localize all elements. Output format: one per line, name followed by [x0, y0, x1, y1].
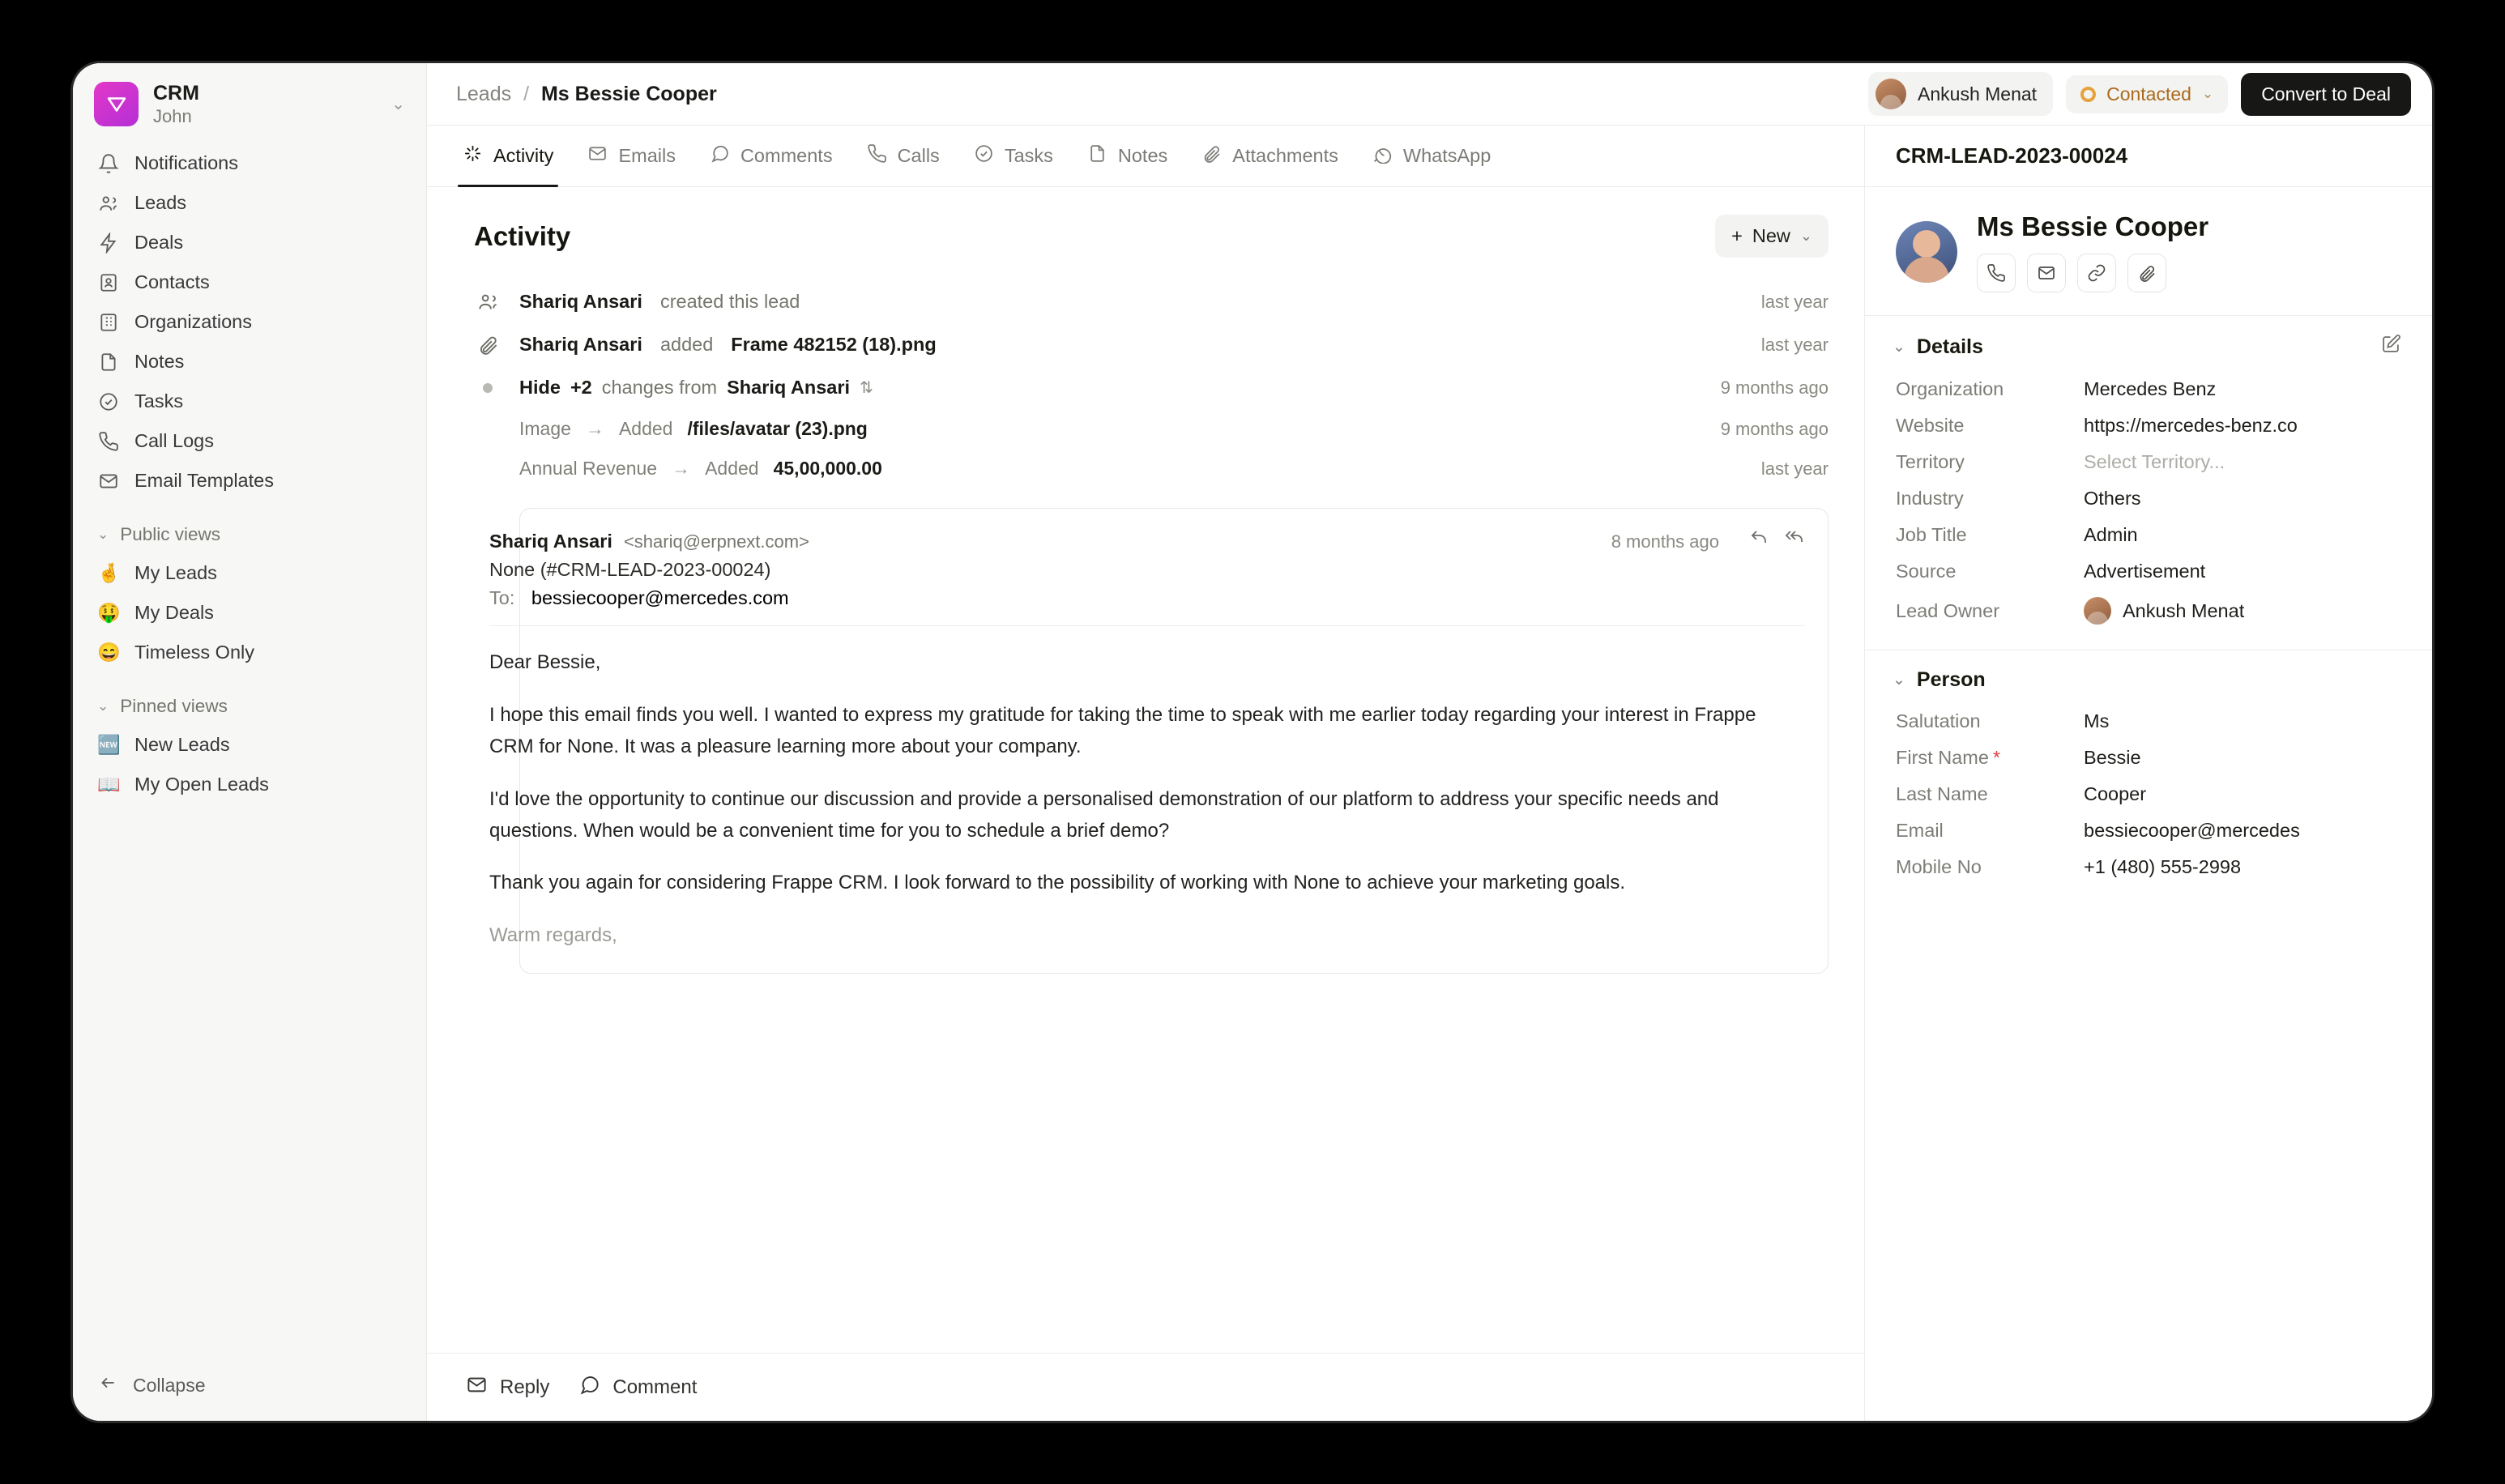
sidebar-item-contacts[interactable] [86, 262, 413, 302]
email-paragraph: I hope this email finds you well. I wanted to express my gratitude for taking the time to speak with me earlier today regarding your interest in Frappe CRM for None. It was a pleasure learning more about your company. [489, 703, 1756, 757]
change-field: Annual Revenue [519, 458, 658, 479]
call-icon [867, 143, 887, 168]
field-value: Ankush Menat [2123, 599, 2245, 621]
activity-action: added [659, 334, 714, 355]
sidebar-item-organizations[interactable] [86, 302, 413, 342]
timeline-dot-icon [483, 383, 493, 393]
leads-icon [97, 192, 119, 214]
sidebar-item-my-deals[interactable] [86, 593, 413, 633]
chevron-down-icon[interactable]: ⌄ [391, 96, 405, 114]
person-name: Ms Bessie Cooper [1977, 211, 2209, 241]
plus-icon: + [1731, 225, 1743, 246]
chevron-down-icon: ⌄ [97, 698, 109, 714]
detail-row-website[interactable] [1865, 407, 2432, 444]
field-label: Lead Owner [1896, 599, 2000, 621]
field-value: Cooper [2084, 783, 2147, 804]
details-title: Details [1916, 335, 1983, 358]
collapse-icon [97, 1372, 118, 1398]
tab-activity[interactable] [448, 126, 568, 186]
sidebar-nav [73, 142, 426, 804]
detail-row-source[interactable] [1865, 553, 2432, 590]
attachment-icon [1201, 143, 1222, 168]
contacts-icon [97, 271, 119, 293]
link-icon[interactable] [2077, 254, 2116, 292]
field-value: https://mercedes-benz.co [2084, 415, 2298, 436]
activity-feed [427, 280, 1864, 974]
sidebar-item-notes[interactable] [86, 342, 413, 382]
field-value: Bessie [2084, 747, 2141, 768]
field-value: Select Territory... [2084, 451, 2225, 472]
sidebar-item-label: My Deals [134, 602, 214, 624]
field-label: Territory [1896, 451, 1965, 472]
sidebar-item-label: Deals [134, 232, 184, 254]
arrow-right-icon: → [672, 458, 691, 479]
field-label: Mobile No [1896, 856, 1982, 877]
organizations-icon [97, 311, 119, 333]
sidebar-item-label: Tasks [134, 390, 184, 412]
comment-label: Comment [612, 1375, 698, 1398]
paperclip-icon [474, 334, 501, 356]
sidebar-item-timeless-only[interactable] [86, 633, 413, 672]
top-bar [427, 63, 2432, 126]
person-row-first-name[interactable] [1865, 740, 2432, 776]
chevron-down-icon: ⌄ [1893, 338, 1905, 356]
tab-label: WhatsApp [1402, 145, 1491, 166]
tab-label: Notes [1117, 145, 1168, 166]
changes-actor: Shariq Ansari [727, 377, 851, 398]
field-value: Admin [2084, 524, 2138, 545]
sidebar-item-label: Notifications [134, 152, 238, 174]
required-marker: * [1992, 747, 2001, 768]
tab-emails[interactable] [573, 126, 690, 186]
sidebar-item-label: New Leads [134, 734, 230, 756]
sidebar-item-email-templates[interactable] [86, 461, 413, 501]
activity-item [474, 280, 1829, 323]
detail-row-industry[interactable] [1865, 480, 2432, 517]
sidebar [73, 63, 427, 1421]
mail-icon [97, 470, 119, 492]
tab-attachments[interactable] [1187, 126, 1353, 186]
assignee-chip[interactable] [1868, 72, 2053, 116]
tab-notes[interactable] [1073, 126, 1182, 186]
email-to-label: To: [489, 587, 515, 608]
field-label: First Name * [1896, 747, 2001, 768]
sidebar-item-label: Timeless Only [134, 642, 254, 663]
reply-icon[interactable] [1748, 528, 1769, 552]
sidebar-group-label: Public views [120, 524, 221, 545]
attachment-icon[interactable] [2127, 254, 2166, 292]
chevron-down-icon: ⌄ [1893, 672, 1905, 689]
deals-icon [97, 232, 119, 254]
detail-row-territory[interactable] [1865, 444, 2432, 480]
sidebar-group-pinned-views[interactable] [86, 685, 413, 725]
email-recipient-row [489, 587, 1805, 626]
person-row-last-name[interactable] [1865, 776, 2432, 812]
changes-count: +2 [570, 377, 592, 398]
change-action: Added [618, 418, 673, 439]
tab-bar [427, 126, 1864, 187]
user-plus-icon [474, 291, 501, 313]
status-badge[interactable] [2066, 75, 2228, 113]
phone-icon [97, 430, 119, 452]
field-label: Organization [1896, 378, 2004, 399]
tab-label: Tasks [1004, 145, 1053, 166]
chevron-updown-icon: ⇅ [860, 379, 873, 397]
chevron-down-icon: ⌄ [1799, 228, 1812, 244]
field-label: Email [1896, 820, 1944, 841]
breadcrumb-current: Ms Bessie Cooper [540, 82, 717, 105]
main-region [427, 63, 2432, 1421]
activity-icon [463, 143, 483, 168]
workspace-user: John [153, 105, 192, 126]
email-paragraph: I'd love the opportunity to continue our discussion and provide a personalised demonstration of our platform to address your specific needs and questions. When would be a convenient time for you to schedule a brief demo? [489, 787, 1719, 842]
whatsapp-icon [1372, 143, 1393, 168]
activity-item [474, 323, 1829, 366]
email-sender-address: <shariq@erpnext.com> [623, 531, 809, 552]
change-row [474, 449, 1829, 488]
phone-icon[interactable] [1977, 254, 2016, 292]
detail-row-organization[interactable] [1865, 371, 2432, 407]
email-icon [587, 143, 608, 168]
collapse-label: Collapse [133, 1374, 206, 1396]
detail-row-job-title[interactable] [1865, 517, 2432, 553]
comment-icon [710, 143, 730, 168]
field-value: Others [2084, 488, 2141, 509]
tasks-icon [97, 390, 119, 412]
avatar [2084, 597, 2111, 625]
sidebar-item-leads[interactable] [86, 183, 413, 223]
sidebar-item-call-logs[interactable] [86, 421, 413, 461]
email-to-value: bessiecooper@mercedes.com [531, 587, 789, 608]
app-window [73, 63, 2432, 1421]
details-section-header[interactable] [1865, 316, 2432, 371]
breadcrumb-root[interactable]: Leads [456, 82, 512, 105]
activity-time: 9 months ago [1720, 418, 1829, 439]
email-paragraph: Thank you again for considering Frappe CRM. I look forward to the possibility of working with None to achieve your marketing goals. [489, 872, 1626, 894]
field-value: Advertisement [2084, 561, 2206, 582]
email-paragraph: Dear Bessie, [489, 651, 601, 673]
change-row [474, 409, 1829, 449]
sidebar-item-label: My Leads [134, 562, 217, 584]
tab-calls[interactable] [852, 126, 954, 186]
task-icon [974, 143, 994, 168]
breadcrumb [456, 83, 717, 106]
sidebar-item-label: Email Templates [134, 470, 274, 492]
record-id: CRM-LEAD-2023-00024 [1865, 126, 2432, 187]
status-dot-icon [2080, 87, 2096, 102]
sidebar-item-label: Leads [134, 192, 187, 214]
tab-label: Emails [618, 145, 676, 166]
field-value: Mercedes Benz [2084, 378, 2217, 399]
avatar[interactable] [1896, 221, 1957, 283]
arrow-right-icon: → [585, 418, 604, 439]
change-value: /files/avatar (23).png [687, 418, 868, 439]
activity-actor: Shariq Ansari [519, 291, 642, 312]
tab-label: Activity [493, 145, 554, 166]
comment-bubble-icon [578, 1374, 600, 1401]
notes-icon [97, 351, 119, 373]
chevron-down-icon: ⌄ [2201, 86, 2214, 101]
reply-label: Reply [500, 1375, 550, 1398]
reply-envelope-icon [466, 1374, 488, 1401]
person-title: Person [1916, 668, 1986, 691]
activity-object[interactable]: Frame 482152 (18).png [731, 334, 937, 355]
email-icon[interactable] [2027, 254, 2066, 292]
reply-all-icon[interactable] [1784, 528, 1805, 552]
email-body [489, 626, 1805, 952]
sidebar-item-label: Call Logs [134, 430, 214, 452]
email-activity-card [489, 508, 1829, 974]
person-row-mobile-no[interactable] [1865, 849, 2432, 885]
person-row-email[interactable] [1865, 812, 2432, 849]
status-label: Contacted [2106, 83, 2191, 104]
new-button-label: New [1752, 225, 1790, 246]
activity-time: last year [1760, 458, 1829, 479]
assignee-name: Ankush Menat [1918, 83, 2038, 104]
sidebar-item-notifications[interactable] [86, 143, 413, 183]
tab-whatsapp[interactable] [1358, 126, 1505, 186]
field-label: Industry [1896, 488, 1964, 509]
new-emoji-icon: 🆕 [97, 734, 121, 756]
tab-comments[interactable] [695, 126, 847, 186]
field-label: Source [1896, 561, 1957, 582]
composer-bar [427, 1353, 1864, 1421]
sidebar-item-label: My Open Leads [134, 774, 269, 795]
person-section-header[interactable] [1865, 650, 2432, 703]
tab-tasks[interactable] [959, 126, 1068, 186]
person-row-salutation[interactable] [1865, 703, 2432, 740]
changes-mid-label: changes from [601, 377, 718, 398]
page-title: Activity [474, 220, 571, 251]
hide-changes-label: Hide [519, 377, 561, 398]
field-label: Website [1896, 415, 1965, 436]
activity-time: last year [1760, 291, 1829, 312]
hand-emoji-icon: 🤞 [97, 562, 121, 584]
workspace-title: CRM [153, 82, 199, 104]
money-emoji-icon: 🤑 [97, 602, 121, 624]
collapse-button[interactable] [73, 1356, 426, 1421]
email-time: 8 months ago [1611, 531, 1719, 552]
activity-panel [427, 126, 1865, 1421]
sidebar-item-deals[interactable] [86, 223, 413, 262]
workspace-switcher[interactable] [73, 63, 426, 142]
crm-logo-icon [94, 82, 139, 126]
field-label: Job Title [1896, 524, 1967, 545]
tab-label: Calls [897, 145, 940, 166]
activity-action: created this lead [659, 291, 800, 312]
new-activity-button[interactable] [1715, 215, 1829, 258]
sidebar-item-my-leads[interactable] [86, 553, 413, 593]
details-panel [1865, 126, 2432, 1421]
field-value: bessiecooper@mercedes [2084, 820, 2300, 841]
detail-row-lead-owner[interactable] [1865, 590, 2432, 632]
breadcrumb-separator: / [523, 82, 530, 105]
smile-emoji-icon: 😄 [97, 642, 121, 663]
activity-time: 9 months ago [1720, 377, 1829, 398]
change-field: Image [519, 418, 571, 439]
activity-actor: Shariq Ansari [519, 334, 642, 355]
tab-label: Comments [740, 145, 833, 166]
field-value: Ms [2084, 710, 2110, 731]
avatar [1876, 79, 1906, 109]
bell-icon [97, 152, 119, 174]
activity-time: last year [1760, 334, 1829, 355]
sidebar-item-new-leads[interactable] [86, 725, 413, 765]
field-label: Salutation [1896, 710, 1981, 731]
comment-button[interactable] [578, 1374, 697, 1401]
change-action: Added [705, 458, 759, 479]
sidebar-item-label: Notes [134, 351, 185, 373]
email-signoff: Warm regards, [489, 924, 617, 947]
changes-toggle-row[interactable] [474, 366, 1829, 409]
email-subject: None (#CRM-LEAD-2023-00024) [489, 559, 771, 580]
sidebar-group-public-views[interactable] [86, 514, 413, 553]
note-icon [1087, 143, 1107, 168]
sidebar-item-label: Contacts [134, 271, 210, 293]
activity-scroll[interactable] [427, 187, 1864, 1353]
sidebar-item-label: Organizations [134, 311, 252, 333]
book-emoji-icon: 📖 [97, 774, 121, 795]
person-header [1865, 187, 2432, 316]
sidebar-item-my-open-leads[interactable] [86, 765, 413, 804]
change-value: 45,00,000.00 [773, 458, 882, 479]
edit-details-icon[interactable] [2381, 334, 2401, 360]
email-sender: Shariq Ansari [489, 531, 612, 552]
field-label: Last Name [1896, 783, 1988, 804]
sidebar-group-label: Pinned views [120, 696, 228, 717]
reply-button[interactable] [466, 1374, 549, 1401]
chevron-down-icon: ⌄ [97, 527, 109, 543]
field-value: +1 (480) 555-2998 [2084, 856, 2242, 877]
tab-label: Attachments [1232, 145, 1338, 166]
convert-to-deal-button[interactable]: Convert to Deal [2241, 73, 2411, 116]
sidebar-item-tasks[interactable] [86, 382, 413, 421]
